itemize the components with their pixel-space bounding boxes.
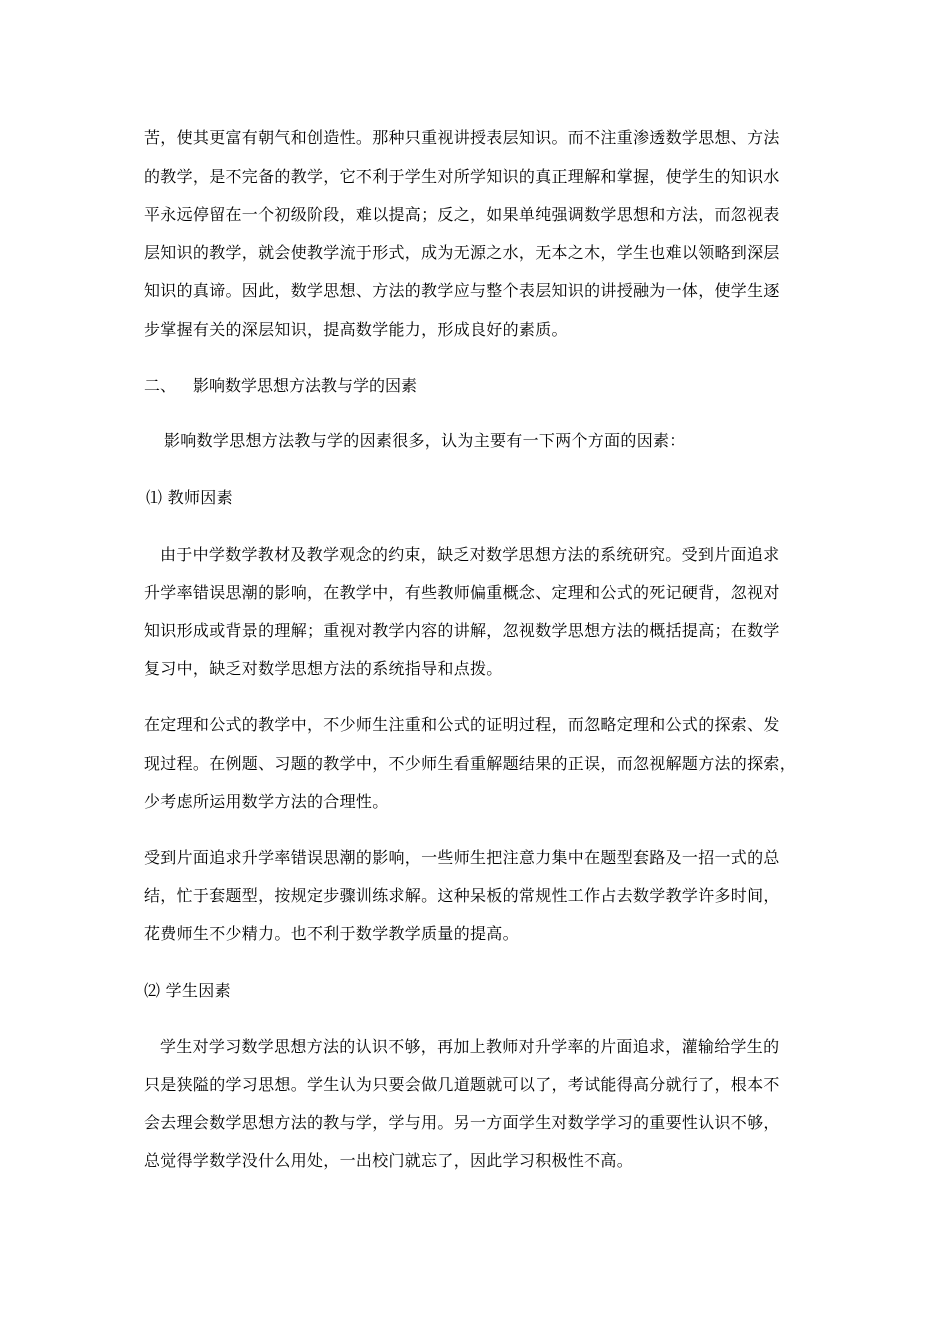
text-line: 花费师生不少精力。也不利于数学教学质量的提高。 [144,924,519,943]
text-line: 会去理会数学思想方法的教与学，学与用。另一方面学生对数学学习的重要性认识不够， [144,1113,780,1132]
intro-paragraph: 影响数学思想方法教与学的因素很多，认为主要有一下两个方面的因素： [164,431,686,450]
text-line: 平永远停留在一个初级阶段，难以提高；反之，如果单纯强调数学思想和方法，而忽视表 [144,205,780,224]
text-line: 总觉得学数学没什么用处，一出校门就忘了，因此学习积极性不高。 [144,1151,634,1170]
text-line: 知识形成或背景的理解；重视对教学内容的讲解，忽视数学思想方法的概括提高；在数学 [144,621,780,640]
subheading-student-factors: ⑵ 学生因素 [144,981,231,1000]
text-line: 由于中学数学教材及教学观念的约束，缺乏对数学思想方法的系统研究。受到片面追求 [160,545,780,564]
text-line: 受到片面追求升学率错误思潮的影响，一些师生把注意力集中在题型套路及一招一式的总 [144,848,780,867]
text-line: 学生对学习数学思想方法的认识不够，再加上教师对升学率的片面追求，灌输给学生的 [160,1037,780,1056]
text-line: 只是狭隘的学习思想。学生认为只要会做几道题就可以了，考试能得高分就行了，根本不 [144,1075,780,1094]
text-line: 知识的真谛。因此，数学思想、方法的教学应与整个表层知识的讲授融为一体，使学生逐 [144,281,780,300]
text-line: 的教学，是不完备的教学，它不利于学生对所学知识的真正理解和掌握，使学生的知识水 [144,167,780,186]
text-line: 层知识的教学，就会使教学流于形式，成为无源之水，无本之木，学生也难以领略到深层 [144,243,780,262]
section-title: 影响数学思想方法教与学的因素 [193,376,418,395]
text-line: 苦，使其更富有朝气和创造性。那种只重视讲授表层知识。而不注重渗透数学思想、方法 [144,128,780,147]
text-line: 复习中，缺乏对数学思想方法的系统指导和点拨。 [144,659,503,678]
text-line: 在定理和公式的教学中，不少师生注重和公式的证明过程，而忽略定理和公式的探索、发 [144,715,780,734]
text-line: 升学率错误思潮的影响，在教学中，有些教师偏重概念、定理和公式的死记硬背，忽视对 [144,583,780,602]
text-line: 少考虑所运用数学方法的合理性。 [144,792,389,811]
text-line: 现过程。在例题、习题的教学中，不少师生看重解题结果的正误，而忽视解题方法的探索， [144,754,797,773]
text-line: 结，忙于套题型，按规定步骤训练求解。这种呆板的常规性工作占去数学教学许多时间， [144,886,780,905]
subheading-teacher-factors: ⑴ 教师因素 [146,488,233,507]
section-number: 二、 [144,376,177,395]
text-line: 步掌握有关的深层知识，提高数学能力，形成良好的素质。 [144,320,568,339]
